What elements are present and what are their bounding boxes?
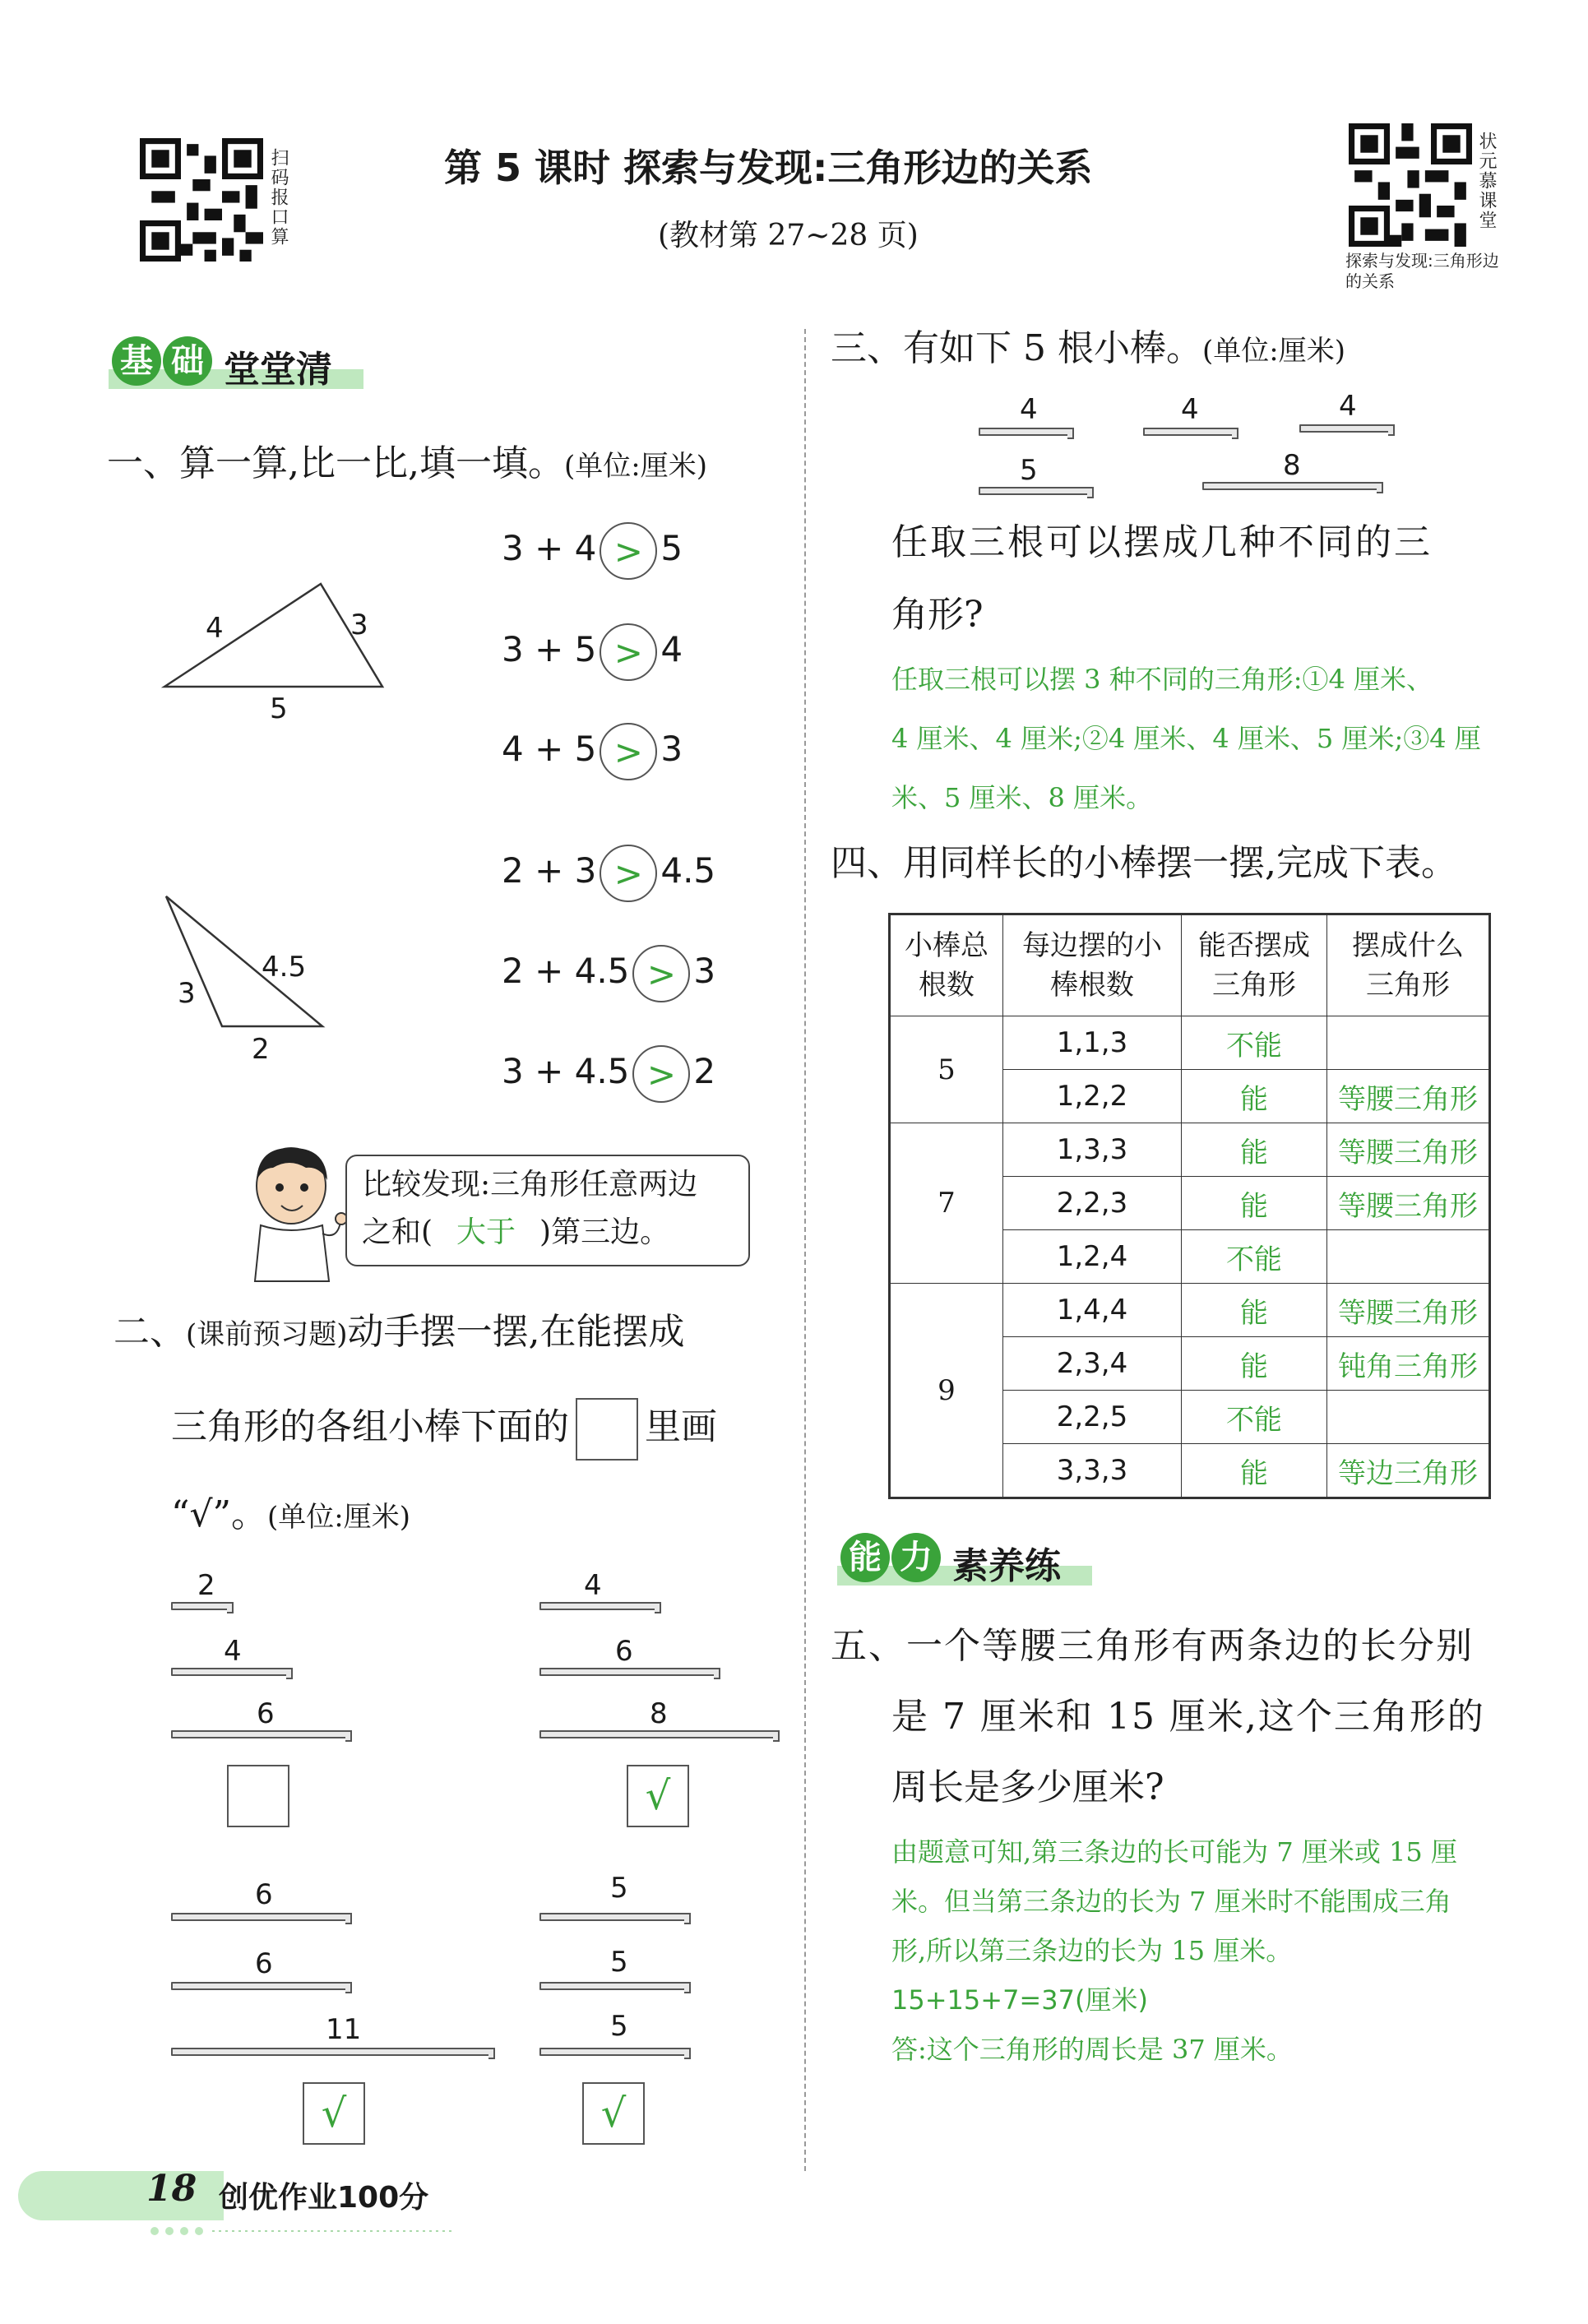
sides-cell: 1,1,3	[1003, 1016, 1182, 1070]
section-title: 素养练	[952, 1545, 1061, 1587]
bubble-post: )第三边。	[539, 1215, 670, 1249]
page-title: 第 5 课时 探索与发现:三角形边的关系	[444, 146, 1093, 190]
eq-rhs: 3	[693, 951, 716, 991]
stick-label: 4	[1181, 393, 1199, 426]
comparison-circle[interactable]: >	[600, 723, 657, 780]
type-cell[interactable]: 等腰三角形	[1327, 1070, 1490, 1123]
header-line: 棒根数	[1050, 969, 1134, 1002]
q3-unit: (单位:厘米)	[1201, 335, 1345, 368]
sides-cell: 1,2,2	[1003, 1070, 1182, 1123]
tri2-side-a: 4.5	[262, 951, 307, 984]
stick	[979, 487, 1090, 495]
tri2-side-b: 3	[178, 977, 196, 1010]
stick-label: 4	[584, 1569, 602, 1602]
stick	[539, 1913, 688, 1921]
boy-illustration	[240, 1143, 347, 1283]
eq-rhs: 2	[693, 1051, 716, 1091]
type-cell[interactable]: 等腰三角形	[1327, 1177, 1490, 1230]
stick-label: 6	[255, 1878, 273, 1911]
stick-label: 5	[610, 2010, 628, 2043]
q5-answer-line5: 答:这个三角形的周长是 37 厘米。	[891, 2034, 1293, 2065]
header-line: 根数	[919, 969, 975, 1002]
right-qr-code[interactable]	[1349, 123, 1472, 247]
type-cell[interactable]	[1327, 1230, 1490, 1284]
stick	[171, 1602, 230, 1610]
sides-cell: 3,3,3	[1003, 1444, 1182, 1498]
section-badge: 基	[112, 336, 161, 386]
stick-label: 11	[326, 2013, 362, 2046]
q5-answer-line1: 由题意可知,第三条边的长可能为 7 厘米或 15 厘	[891, 1836, 1457, 1868]
q5-line3: 周长是多少厘米?	[891, 1766, 1164, 1808]
q1-prompt	[107, 439, 707, 491]
stick	[539, 1982, 688, 1990]
tri1-side-c: 5	[270, 692, 288, 725]
q2-line2	[171, 1398, 717, 1461]
bubble-answer[interactable]: 大于	[456, 1215, 516, 1249]
type-cell[interactable]	[1327, 1391, 1490, 1444]
q2-line1	[113, 1308, 685, 1359]
column-divider	[804, 329, 806, 2171]
stick	[539, 1730, 776, 1738]
stick-label: 6	[615, 1635, 633, 1668]
header-line: 能否摆成	[1198, 929, 1310, 962]
header-line: 三角形	[1212, 969, 1296, 1002]
eq-lhs: 2 + 4.5	[502, 951, 630, 991]
q5-answer-line3: 形,所以第三条边的长为 15 厘米。	[891, 1935, 1293, 1966]
q5-line2: 是 7 厘米和 15 厘米,这个三角形的	[891, 1696, 1485, 1738]
stick	[539, 1602, 658, 1610]
right-qr-subcaption: 探索与发现:三角形边的关系	[1345, 251, 1499, 291]
total-cell: 5	[890, 1016, 1003, 1123]
q5-answer-line2: 米。但当第三条边的长为 7 厘米时不能围成三角	[891, 1886, 1451, 1917]
q2-inline-box	[576, 1398, 638, 1461]
eq-rhs: 3	[660, 729, 683, 769]
stick	[979, 428, 1071, 436]
q3-answer-line2: 4 厘米、4 厘米;②4 厘米、4 厘米、5 厘米;③4 厘	[891, 723, 1481, 754]
q3-question-line1: 任取三根可以摆成几种不同的三	[891, 521, 1433, 563]
q2-text: 里画	[645, 1405, 717, 1448]
header-line: 摆成什么	[1352, 929, 1464, 962]
q3-answer-line1: 任取三根可以摆 3 种不同的三角形:①4 厘米、	[891, 664, 1433, 695]
footer-dots	[148, 2225, 461, 2237]
discovery-bubble	[345, 1155, 750, 1266]
type-cell[interactable]: 等边三角形	[1327, 1444, 1490, 1498]
stick-label: 4	[1339, 390, 1357, 423]
q3-prompt	[831, 324, 1345, 376]
check-box[interactable]	[227, 1765, 289, 1827]
equation-row	[502, 720, 683, 778]
table-header-cell	[1182, 914, 1327, 1016]
header-line: 三角形	[1366, 969, 1450, 1002]
check-box[interactable]: √	[303, 2082, 365, 2145]
comparison-circle[interactable]: >	[600, 522, 657, 580]
bubble-line1: 比较发现:三角形任意两边	[362, 1168, 698, 1201]
table-row	[890, 1284, 1490, 1337]
can-cell[interactable]: 能	[1182, 1177, 1327, 1230]
type-cell[interactable]	[1327, 1016, 1490, 1070]
table-header-row	[890, 914, 1490, 1016]
stick	[171, 1668, 289, 1676]
comparison-circle[interactable]: >	[600, 623, 657, 681]
check-box[interactable]: √	[627, 1765, 689, 1827]
can-cell[interactable]: 能	[1182, 1070, 1327, 1123]
bubble-pre: 之和(	[362, 1215, 433, 1249]
q2-unit: (单位:厘米)	[267, 1501, 411, 1534]
triangle-2	[148, 880, 345, 1036]
type-cell[interactable]: 等腰三角形	[1327, 1284, 1490, 1337]
sides-cell: 2,2,3	[1003, 1177, 1182, 1230]
q4-table	[888, 913, 1491, 1499]
equation-row	[502, 942, 715, 1000]
can-cell[interactable]: 不能	[1182, 1016, 1327, 1070]
eq-lhs: 3 + 4.5	[502, 1051, 630, 1091]
equation-row	[502, 1043, 715, 1100]
stick-label: 5	[1020, 454, 1038, 487]
table-row	[890, 1016, 1490, 1070]
eq-lhs: 3 + 5	[502, 629, 597, 669]
can-cell[interactable]: 能	[1182, 1444, 1327, 1498]
stick-label: 5	[610, 1872, 628, 1905]
table-header-cell	[1327, 914, 1490, 1016]
table-header-cell	[890, 914, 1003, 1016]
stick	[1143, 428, 1235, 436]
section-badge: 础	[163, 336, 212, 386]
stick-label: 8	[1283, 449, 1301, 482]
section-basic-header	[109, 333, 380, 391]
stick	[171, 1913, 349, 1921]
eq-rhs: 4.5	[660, 850, 716, 891]
tri1-side-b: 3	[350, 609, 368, 641]
can-cell[interactable]: 能	[1182, 1284, 1327, 1337]
stick-label: 2	[197, 1569, 215, 1602]
equation-row	[502, 520, 683, 577]
q3-question-line2: 角形?	[891, 594, 984, 636]
total-cell: 9	[890, 1284, 1003, 1498]
sides-cell: 2,2,5	[1003, 1391, 1182, 1444]
bubble-line2	[362, 1209, 748, 1257]
stick-label: 4	[224, 1635, 242, 1668]
can-cell[interactable]: 不能	[1182, 1391, 1327, 1444]
can-cell[interactable]: 能	[1182, 1123, 1327, 1177]
sides-cell: 1,2,4	[1003, 1230, 1182, 1284]
stick-label: 4	[1020, 393, 1038, 426]
stick-label: 6	[255, 1947, 273, 1980]
q3-text: 三、有如下 5 根小棒。	[831, 327, 1202, 369]
comparison-circle[interactable]: >	[600, 845, 657, 902]
q2-text: “√”。	[171, 1493, 268, 1535]
book-name: 创优作业100分	[219, 2181, 429, 2215]
q2-prefix: 二、	[113, 1311, 186, 1353]
comparison-circle[interactable]: >	[632, 945, 690, 1002]
comparison-circle[interactable]: >	[632, 1045, 690, 1103]
stick-label: 5	[610, 1946, 628, 1979]
sides-cell: 1,4,4	[1003, 1284, 1182, 1337]
table-header-cell	[1003, 914, 1182, 1016]
q1-unit: (单位:厘米)	[563, 450, 707, 483]
left-qr-caption: 扫码报口算	[268, 148, 289, 247]
check-box[interactable]: √	[582, 2082, 645, 2145]
can-cell[interactable]: 能	[1182, 1337, 1327, 1391]
tri2-side-c: 2	[252, 1033, 270, 1066]
eq-lhs: 2 + 3	[502, 850, 597, 891]
stick	[539, 2048, 688, 2056]
table-row	[890, 1123, 1490, 1177]
header-line: 小棒总	[905, 929, 988, 962]
q2-line3	[171, 1490, 410, 1542]
stick	[1299, 424, 1391, 433]
q4-prompt: 四、用同样长的小棒摆一摆,完成下表。	[831, 842, 1457, 884]
section-badge: 力	[891, 1533, 941, 1582]
stick-label: 6	[257, 1697, 275, 1730]
section-title: 堂堂清	[224, 349, 332, 391]
equation-row	[502, 842, 715, 900]
q1-text: 一、算一算,比一比,填一填。	[107, 442, 564, 484]
tri1-side-a: 4	[206, 612, 224, 645]
q5-line1: 五、一个等腰三角形有两条边的长分别	[831, 1625, 1474, 1667]
q2-text: 动手摆一摆,在能摆成	[347, 1311, 685, 1353]
type-cell[interactable]: 等腰三角形	[1327, 1123, 1490, 1177]
header-line: 每边摆的小	[1022, 929, 1162, 962]
page-number: 18	[146, 2168, 197, 2210]
eq-rhs: 5	[660, 528, 683, 568]
stick	[171, 1982, 349, 1990]
eq-lhs: 3 + 4	[502, 528, 597, 568]
eq-rhs: 4	[660, 629, 683, 669]
total-cell: 7	[890, 1123, 1003, 1284]
q3-answer-line3: 米、5 厘米、8 厘米。	[891, 782, 1153, 813]
eq-lhs: 4 + 5	[502, 729, 597, 769]
stick	[539, 1668, 717, 1676]
stick	[171, 2048, 492, 2056]
q5-answer-line4: 15+15+7=37(厘米)	[891, 1984, 1148, 2016]
stick	[1202, 482, 1380, 490]
can-cell[interactable]: 不能	[1182, 1230, 1327, 1284]
section-ability-header	[837, 1530, 1109, 1587]
equation-row	[502, 621, 683, 678]
right-qr-caption: 状元慕课堂	[1476, 132, 1497, 230]
sides-cell: 2,3,4	[1003, 1337, 1182, 1391]
textbook-pages: (教材第 27~28 页)	[658, 219, 919, 252]
section-badge: 能	[840, 1533, 890, 1582]
stick	[171, 1730, 349, 1738]
q2-tag: (课前预习题)	[186, 1318, 348, 1351]
type-cell[interactable]: 钝角三角形	[1327, 1337, 1490, 1391]
stick-label: 8	[650, 1697, 668, 1730]
q2-text: 三角形的各组小棒下面的	[171, 1405, 569, 1448]
sides-cell: 1,3,3	[1003, 1123, 1182, 1177]
left-qr-code[interactable]	[140, 138, 263, 262]
